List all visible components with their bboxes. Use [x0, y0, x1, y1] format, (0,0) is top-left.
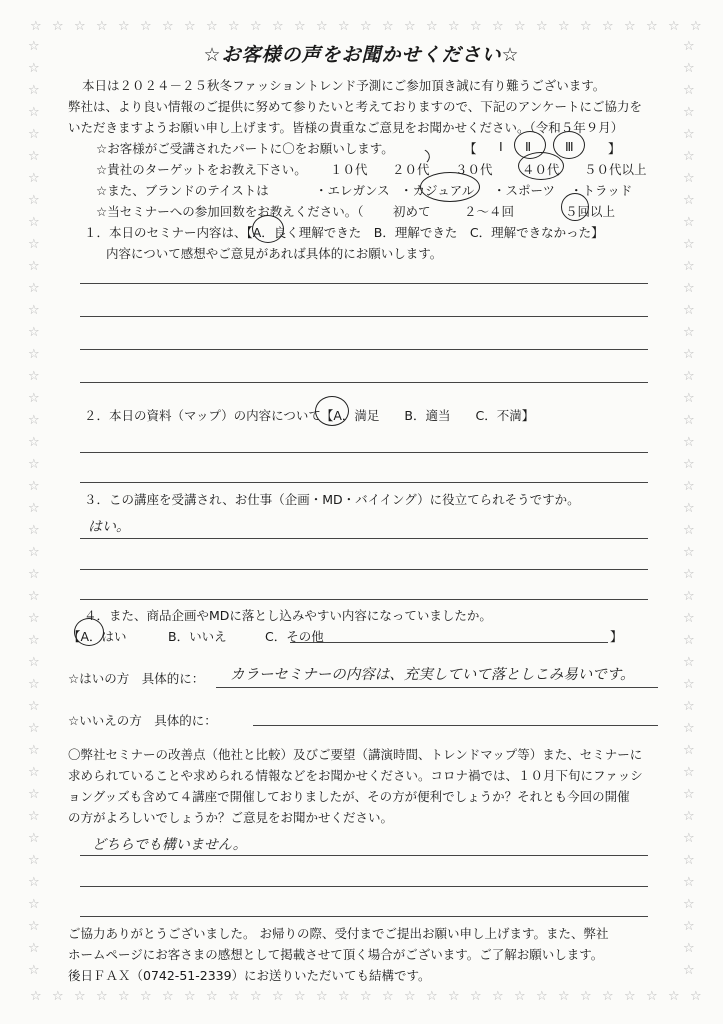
- star-icon: ☆: [28, 215, 40, 230]
- star-icon: ☆: [316, 19, 328, 34]
- star-icon: ☆: [558, 19, 570, 34]
- question-1-sub: 内容について感想やご意見があれば具体的にお願いします。: [106, 246, 443, 261]
- answer-line: [80, 599, 648, 600]
- improve-line-1: 〇弊社セミナーの改善点（他社と比較）及びご要望（講演時間、トレンドマップ等）また、セミナーに: [68, 747, 643, 762]
- star-icon: ☆: [624, 989, 636, 1004]
- star-icon: ☆: [683, 479, 695, 494]
- star-icon: ☆: [28, 743, 40, 758]
- target-option-40s[interactable]: ４０代: [522, 162, 560, 177]
- star-icon: ☆: [28, 963, 40, 978]
- answer-line: [80, 283, 648, 284]
- star-icon: ☆: [514, 989, 526, 1004]
- taste-option-elegance[interactable]: ・エレガンス: [315, 183, 390, 198]
- star-icon: ☆: [28, 897, 40, 912]
- star-icon: ☆: [683, 787, 695, 802]
- star-icon: ☆: [624, 19, 636, 34]
- star-icon: ☆: [683, 963, 695, 978]
- star-icon: ☆: [683, 831, 695, 846]
- star-icon: ☆: [683, 743, 695, 758]
- star-icon: ☆: [28, 193, 40, 208]
- answer-line: [253, 725, 658, 726]
- taste-option-casual[interactable]: ・カジュアル: [400, 183, 475, 198]
- star-icon: ☆: [28, 127, 40, 142]
- star-icon: ☆: [683, 501, 695, 516]
- star-icon: ☆: [683, 589, 695, 604]
- star-icon: ☆: [683, 457, 695, 472]
- question-4: ４．また、商品企画やMDに落とし込みやすい内容になっていましたか。: [84, 608, 492, 623]
- answer-line: [80, 452, 648, 453]
- intro-line-1: 本日は２０２４－２５秋冬ファッショントレンド予測にご参加頂き誠に有り難うございます。: [82, 78, 606, 93]
- star-icon: ☆: [404, 19, 416, 34]
- star-icon: ☆: [683, 83, 695, 98]
- star-icon: ☆: [28, 545, 40, 560]
- count-option-first[interactable]: 初めて: [393, 204, 431, 219]
- star-icon: ☆: [28, 303, 40, 318]
- star-icon: ☆: [272, 989, 284, 1004]
- star-icon: ☆: [28, 523, 40, 538]
- intro-line-3: いただきますようお願い申し上げます。皆様の貴重なご意見をお聞かせください。（令和５年９月）: [68, 120, 624, 135]
- star-icon: ☆: [470, 989, 482, 1004]
- star-icon: ☆: [683, 875, 695, 890]
- star-icon: ☆: [668, 19, 680, 34]
- star-icon: ☆: [683, 897, 695, 912]
- star-icon: ☆: [28, 105, 40, 120]
- star-icon: ☆: [28, 919, 40, 934]
- star-icon: ☆: [683, 281, 695, 296]
- answer-line: [216, 687, 658, 688]
- star-icon: ☆: [448, 19, 460, 34]
- star-icon: ☆: [294, 19, 306, 34]
- target-option-20s[interactable]: ２０代: [392, 162, 430, 177]
- yes-detail-answer: カラーセミナーの内容は、充実していて落としこみ易いです。: [230, 667, 635, 683]
- star-icon: ☆: [28, 853, 40, 868]
- star-icon: ☆: [28, 325, 40, 340]
- star-icon: ☆: [683, 611, 695, 626]
- star-icon: ☆: [404, 989, 416, 1004]
- star-icon: ☆: [470, 19, 482, 34]
- star-icon: ☆: [184, 989, 196, 1004]
- answer-line: [80, 569, 648, 570]
- star-icon: ☆: [683, 391, 695, 406]
- star-icon: ☆: [28, 875, 40, 890]
- star-icon: ☆: [74, 989, 86, 1004]
- footer-line-1: ご協力ありがとうございました。 お帰りの際、受付までご提出お願い申し上げます。また、弊社: [68, 926, 609, 941]
- star-icon: ☆: [96, 989, 108, 1004]
- star-icon: ☆: [492, 19, 504, 34]
- q4-option-yes[interactable]: 【A．はい: [68, 629, 127, 644]
- star-icon: ☆: [338, 989, 350, 1004]
- star-icon: ☆: [683, 413, 695, 428]
- star-icon: ☆: [338, 19, 350, 34]
- star-icon: ☆: [28, 171, 40, 186]
- question-3: ３．この講座を受講され、お仕事（企画・MD・バイイング）に役立てられそうですか。: [84, 492, 580, 507]
- star-icon: ☆: [683, 171, 695, 186]
- star-icon: ☆: [30, 989, 42, 1004]
- q4-option-no[interactable]: B．いいえ: [168, 629, 227, 644]
- star-icon: ☆: [28, 457, 40, 472]
- star-icon: ☆: [683, 853, 695, 868]
- answer-line: [80, 482, 648, 483]
- star-icon: ☆: [28, 589, 40, 604]
- star-icon: ☆: [646, 989, 658, 1004]
- star-icon: ☆: [683, 523, 695, 538]
- star-icon: ☆: [250, 989, 262, 1004]
- star-icon: ☆: [28, 809, 40, 824]
- star-icon: ☆: [683, 633, 695, 648]
- star-icon: ☆: [683, 721, 695, 736]
- star-icon: ☆: [28, 501, 40, 516]
- star-icon: ☆: [162, 19, 174, 34]
- q4-bracket-close: 】: [610, 629, 623, 644]
- star-icon: ☆: [28, 611, 40, 626]
- star-icon: ☆: [28, 413, 40, 428]
- star-icon: ☆: [28, 149, 40, 164]
- star-icon: ☆: [28, 721, 40, 736]
- star-icon: ☆: [683, 567, 695, 582]
- star-icon: ☆: [683, 39, 695, 54]
- question-2: ２．本日の資料（マップ）の内容について【A．満足 B．適当 C．不満】: [84, 408, 535, 423]
- star-icon: ☆: [668, 989, 680, 1004]
- star-icon: ☆: [492, 989, 504, 1004]
- star-icon: ☆: [602, 19, 614, 34]
- yes-detail-label: ☆はいの方 具体的に：: [68, 671, 205, 686]
- star-icon: ☆: [536, 19, 548, 34]
- part-option-2[interactable]: Ⅱ: [525, 139, 532, 154]
- parts-bracket-close: 】: [608, 141, 621, 156]
- star-icon: ☆: [28, 655, 40, 670]
- improve-line-4: の方がよろしいでしょうか？ご意見をお聞かせください。: [68, 810, 394, 825]
- circle-mark-q1-a: [252, 215, 284, 243]
- answer-line: [80, 886, 648, 887]
- star-icon: ☆: [646, 19, 658, 34]
- star-icon: ☆: [206, 19, 218, 34]
- answer-line: [80, 538, 648, 539]
- star-icon: ☆: [382, 19, 394, 34]
- count-question-label: ☆当セミナーへの参加回数をお教えください。（: [96, 204, 364, 219]
- target-option-10s[interactable]: １０代: [330, 162, 368, 177]
- star-icon: ☆: [118, 989, 130, 1004]
- star-icon: ☆: [228, 989, 240, 1004]
- q4-option-other[interactable]: C．その他: [265, 629, 324, 644]
- star-icon: ☆: [683, 325, 695, 340]
- star-icon: ☆: [28, 567, 40, 582]
- star-icon: ☆: [683, 765, 695, 780]
- star-icon: ☆: [206, 989, 218, 1004]
- circle-mark-5-plus: [561, 193, 589, 221]
- star-icon: ☆: [683, 127, 695, 142]
- star-icon: ☆: [448, 989, 460, 1004]
- star-icon: ☆: [28, 61, 40, 76]
- star-icon: ☆: [294, 989, 306, 1004]
- star-icon: ☆: [28, 83, 40, 98]
- improve-line-3: ョングッズも含めて４講座で開催しておりましたが、その方が便利でしょうか？それとも今回の開催: [68, 789, 630, 804]
- star-icon: ☆: [96, 19, 108, 34]
- star-icon: ☆: [28, 677, 40, 692]
- star-icon: ☆: [360, 989, 372, 1004]
- star-icon: ☆: [28, 39, 40, 54]
- star-icon: ☆: [683, 215, 695, 230]
- star-icon: ☆: [580, 19, 592, 34]
- star-icon: ☆: [602, 989, 614, 1004]
- star-icon: ☆: [382, 989, 394, 1004]
- star-icon: ☆: [28, 369, 40, 384]
- answer-line: [80, 855, 648, 856]
- footer-line-3: 後日ＦＡＸ（0742-51-2339）にお送りいただいても結構です。: [68, 968, 431, 983]
- star-icon: ☆: [683, 237, 695, 252]
- star-icon: ☆: [558, 989, 570, 1004]
- circle-mark-40s: [518, 152, 564, 180]
- star-icon: ☆: [683, 61, 695, 76]
- star-icon: ☆: [28, 699, 40, 714]
- target-option-50s-plus[interactable]: ５０代以上: [584, 162, 647, 177]
- footer-line-2: ホームページにお客さまの感想として掲載させて頂く場合がございます。ご了解お願いします。: [68, 947, 604, 962]
- star-icon: ☆: [118, 19, 130, 34]
- star-icon: ☆: [28, 479, 40, 494]
- other-answer-line: [290, 642, 608, 643]
- star-icon: ☆: [28, 941, 40, 956]
- circle-mark-q2-a: [315, 396, 349, 426]
- star-icon: ☆: [690, 989, 702, 1004]
- star-icon: ☆: [228, 19, 240, 34]
- target-question-label: ☆貴社のターゲットをお教え下さい。: [96, 162, 307, 177]
- circle-mark-q4-a: [74, 618, 104, 646]
- part-option-1[interactable]: Ⅰ: [499, 139, 503, 154]
- answer-line: [80, 349, 648, 350]
- star-icon: ☆: [28, 435, 40, 450]
- star-icon: ☆: [683, 545, 695, 560]
- star-icon: ☆: [28, 765, 40, 780]
- star-icon: ☆: [683, 347, 695, 362]
- star-icon: ☆: [683, 193, 695, 208]
- star-icon: ☆: [28, 831, 40, 846]
- star-icon: ☆: [426, 989, 438, 1004]
- star-icon: ☆: [580, 989, 592, 1004]
- star-icon: ☆: [683, 677, 695, 692]
- improve-answer: どちらでも構いません。: [92, 837, 247, 853]
- answer-line: [80, 916, 648, 917]
- star-icon: ☆: [28, 281, 40, 296]
- part-option-3[interactable]: Ⅲ: [565, 139, 574, 154]
- star-icon: ☆: [272, 19, 284, 34]
- count-option-2-4[interactable]: ２～４回: [464, 204, 515, 219]
- star-icon: ☆: [250, 19, 262, 34]
- target-option-30s[interactable]: ３０代: [455, 162, 493, 177]
- star-icon: ☆: [683, 435, 695, 450]
- answer-line: [80, 316, 648, 317]
- star-icon: ☆: [683, 105, 695, 120]
- star-icon: ☆: [360, 19, 372, 34]
- star-icon: ☆: [683, 655, 695, 670]
- star-icon: ☆: [74, 19, 86, 34]
- star-icon: ☆: [683, 919, 695, 934]
- page-title: ☆お客様の声をお聞かせください☆: [203, 44, 520, 66]
- star-icon: ☆: [316, 989, 328, 1004]
- question-3-answer: はい。: [88, 519, 130, 535]
- star-icon: ☆: [683, 369, 695, 384]
- star-icon: ☆: [683, 941, 695, 956]
- star-icon: ☆: [683, 699, 695, 714]
- star-icon: ☆: [28, 259, 40, 274]
- circle-mark-casual: [420, 172, 480, 202]
- star-icon: ☆: [28, 347, 40, 362]
- star-icon: ☆: [683, 303, 695, 318]
- parts-question-label: ☆お客様がご受講されたパートに〇をお願いします。: [96, 141, 394, 156]
- star-icon: ☆: [536, 989, 548, 1004]
- star-icon: ☆: [28, 391, 40, 406]
- star-icon: ☆: [140, 19, 152, 34]
- question-1: １．本日のセミナー内容は、【A．良く理解できた B．理解できた C．理解できなかった】: [84, 225, 604, 240]
- star-icon: ☆: [514, 19, 526, 34]
- star-icon: ☆: [28, 633, 40, 648]
- taste-option-sports[interactable]: ・スポーツ: [493, 183, 556, 198]
- taste-question-label: ☆また、ブランドのテイストは: [96, 183, 269, 198]
- star-icon: ☆: [162, 989, 174, 1004]
- circle-mark-part-3: [553, 131, 585, 159]
- answer-line: [80, 382, 648, 383]
- star-icon: ☆: [28, 237, 40, 252]
- improve-line-2: 求められていることや求められる情報などをお聞かせください。コロナ禍では、１０月下旬にファッシ: [68, 768, 643, 783]
- star-icon: ☆: [690, 19, 702, 34]
- star-icon: ☆: [426, 19, 438, 34]
- star-icon: ☆: [52, 989, 64, 1004]
- star-icon: ☆: [52, 19, 64, 34]
- star-icon: ☆: [184, 19, 196, 34]
- taste-option-trad[interactable]: ・トラッド: [570, 183, 633, 198]
- star-icon: ☆: [140, 989, 152, 1004]
- no-detail-label: ☆いいえの方 具体的に：: [68, 713, 217, 728]
- star-icon: ☆: [30, 19, 42, 34]
- parts-bracket-open: 【: [464, 141, 477, 156]
- star-icon: ☆: [683, 809, 695, 824]
- star-icon: ☆: [28, 787, 40, 802]
- star-icon: ☆: [683, 259, 695, 274]
- intro-line-2: 弊社は、より良い情報のご提供に努めて参りたいと考えておりますので、下記のアンケートにご協力を: [68, 99, 643, 114]
- count-option-5-plus[interactable]: ５回以上: [565, 204, 616, 219]
- star-icon: ☆: [683, 149, 695, 164]
